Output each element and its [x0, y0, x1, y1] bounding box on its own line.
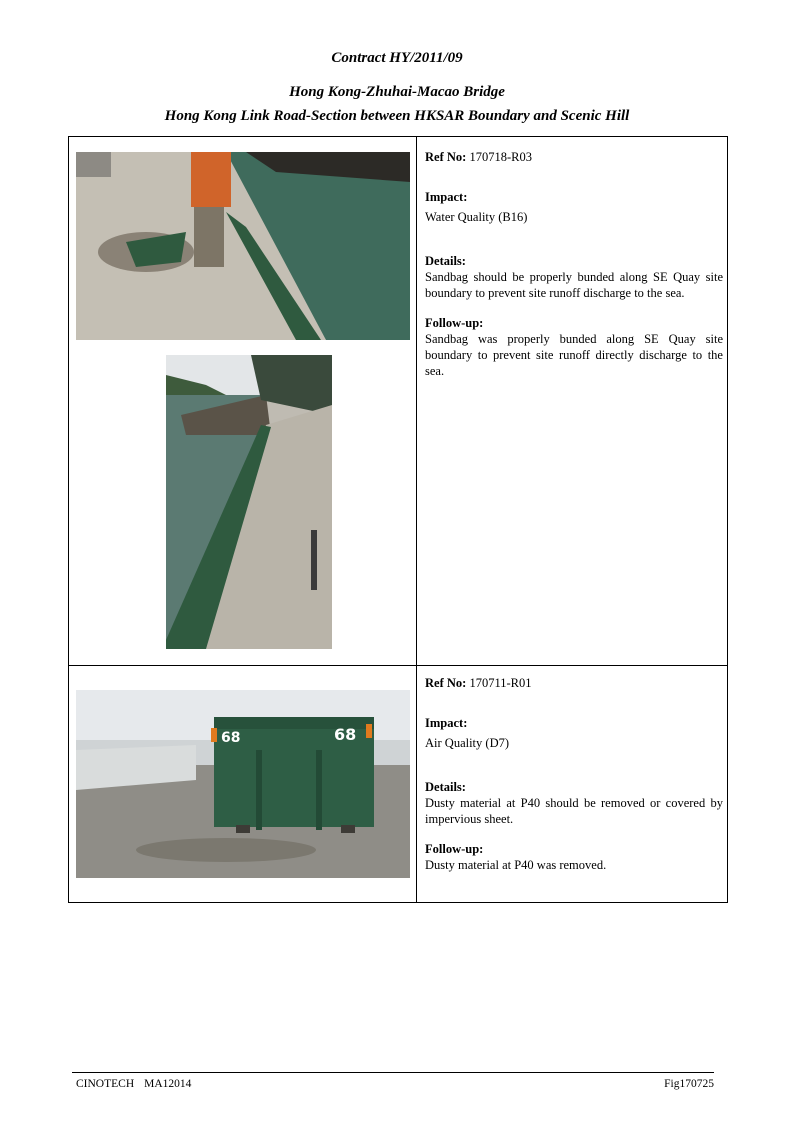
container-number-left: 68 [221, 730, 241, 746]
project-title: Hong Kong-Zhuhai-Macao Bridge [289, 84, 505, 100]
impact-label: Impact: [425, 716, 468, 730]
contract-title: Contract HY/2011/09 [331, 50, 463, 66]
table-column-divider [416, 137, 417, 902]
impact-label: Impact: [425, 190, 468, 204]
footer-doc-code: MA12014 [144, 1078, 192, 1090]
followup-label: Follow-up: [425, 316, 484, 330]
table-row-divider [69, 665, 727, 666]
photo-worker-sandbag [76, 152, 410, 340]
followup-text: Sandbag was properly bunded along SE Quay site boundary to prevent site runoff directly discharge to the sea. [425, 332, 723, 378]
footer-figure: Fig170725 [664, 1078, 714, 1090]
entry-details-2 [425, 675, 723, 873]
impact-value: Water Quality (B16) [425, 210, 528, 224]
followup-text: Dusty material at P40 was removed. [425, 858, 607, 872]
container-number-right: 68 [334, 725, 357, 744]
section-title: Hong Kong Link Road-Section between HKSAR Boundary and Scenic Hill [164, 108, 630, 124]
ref-label: Ref No: [425, 676, 467, 690]
details-label: Details: [425, 254, 466, 268]
ref-value: 170718-R03 [469, 150, 532, 164]
ref-value: 170711-R01 [469, 676, 532, 690]
followup-label: Follow-up: [425, 842, 484, 856]
footer-company: CINOTECH [76, 1078, 135, 1090]
details-text: Dusty material at P40 should be removed or covered by impervious sheet. [425, 796, 723, 826]
footer-left [76, 1078, 201, 1090]
footer-divider [72, 1072, 714, 1073]
observation-table [68, 136, 728, 903]
impact-value: Air Quality (D7) [425, 736, 510, 750]
entry-details-1 [425, 149, 723, 379]
details-text: Sandbag should be properly bunded along SE Quay site boundary to prevent site runoff discharge to the sea. [425, 270, 723, 300]
photo-quay-sandbags [166, 355, 332, 649]
ref-label: Ref No: [425, 150, 467, 164]
details-label: Details: [425, 780, 466, 794]
photo-skip-container [76, 690, 410, 878]
